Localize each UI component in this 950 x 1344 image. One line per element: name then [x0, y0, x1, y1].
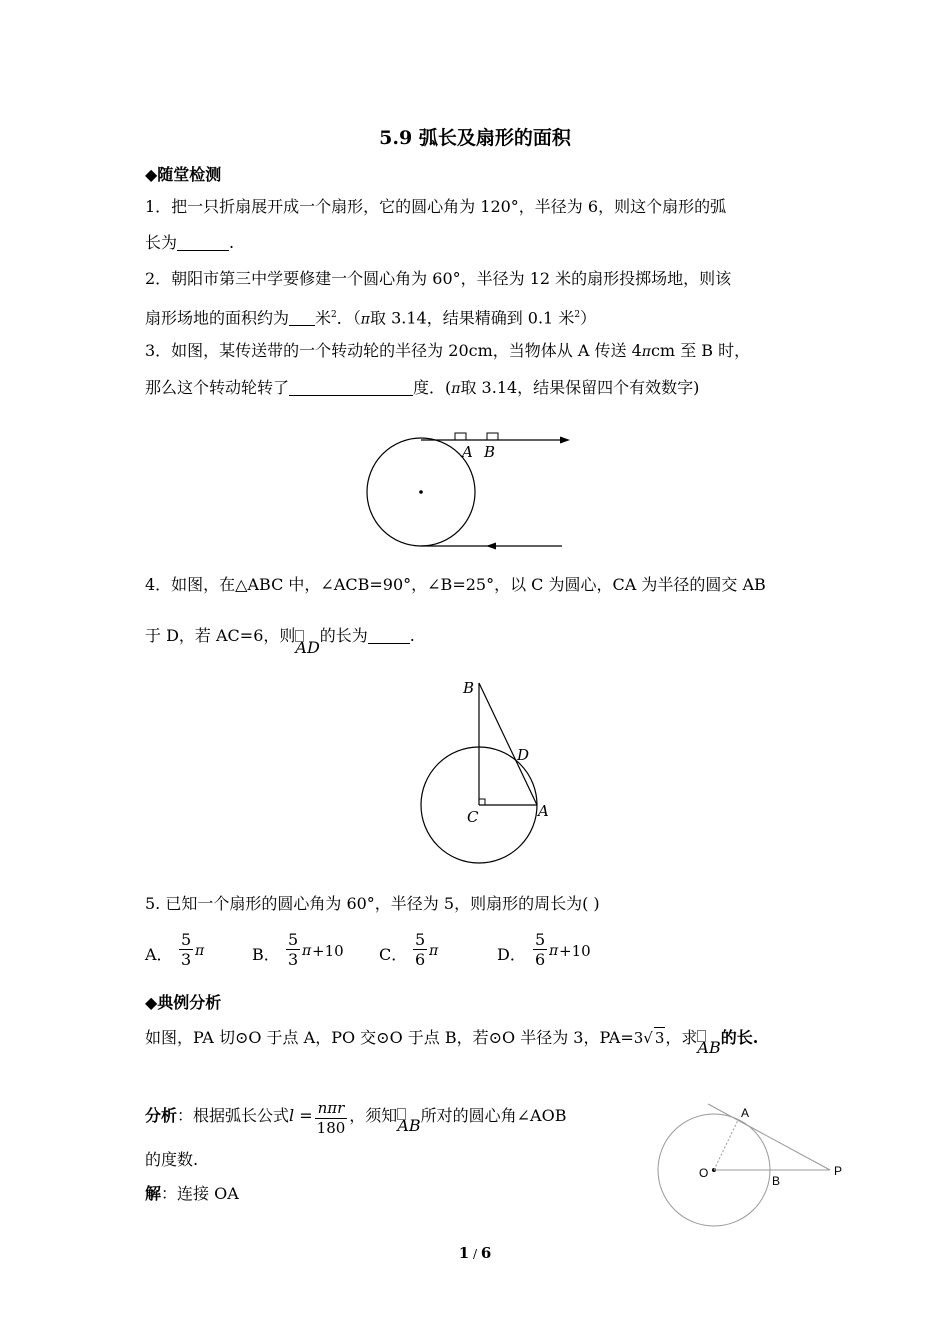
option-c-fraction: $\frac{5}{6}$ — [415, 930, 426, 969]
total-pages: 6 — [480, 1244, 492, 1262]
option-d-label: D． — [497, 945, 526, 964]
sqrt-coefficient: 3 — [633, 1029, 644, 1047]
label-o: O — [699, 1166, 709, 1180]
q4-text-b: 的长为 — [319, 626, 368, 645]
q4-period: . — [409, 626, 415, 645]
q3-text-c: 那么这个转动轮转了 — [145, 378, 290, 397]
arc-ad-label: AD — [295, 638, 320, 657]
page-title: 5.9 弧长及扇形的面积 — [379, 127, 571, 149]
page-number — [0, 1244, 950, 1262]
q2-text-a: 扇形场地的面积约为 — [145, 308, 290, 328]
current-page: 1 — [458, 1244, 470, 1262]
option-d-fraction: $\frac{5}{6}$ — [535, 930, 546, 969]
q2-line1: 2．朝阳市第三中学要修建一个圆心角为 60°，半径为 12 米的扇形投掷场地，则该 — [145, 269, 732, 288]
pi-symbol: π — [429, 943, 439, 959]
arc-ab-label: AB — [697, 1038, 721, 1057]
section-heading-examples: ◆典例分析 — [145, 993, 222, 1012]
q1-line1: 1．把一只折扇展开成一个扇形，它的圆心角为 120°，半径为 6，则这个扇形的弧 — [145, 197, 727, 216]
pi-symbol: π — [641, 344, 651, 360]
option-a-fraction: $\frac{5}{3}$ — [181, 930, 192, 969]
pi-symbol: π — [451, 381, 461, 397]
option-b-extra: +10 — [312, 942, 344, 960]
pi-symbol: π — [195, 943, 205, 959]
solution-text: ：连接 OA — [161, 1184, 239, 1203]
q5-line1: 5. 已知一个扇形的圆心角为 60°，半径为 5，则扇形的周长为( ) — [145, 894, 600, 913]
analysis-text-c: 所对的圆心角∠AOB — [420, 1106, 567, 1125]
section-heading-practice: ◆随堂检测 — [145, 165, 222, 184]
q4-line1: 4．如图，在△ABC 中，∠ACB=90°，∠B=25°，以 C 为圆心，CA 为半径的圆交 AB — [145, 575, 766, 594]
label-d: D — [517, 746, 530, 764]
label-b: B — [463, 679, 475, 697]
q2-text-e: ） — [580, 308, 597, 328]
example-text-a: 如图，PA 切⊙O 于点 A，PO 交⊙O 于点 B，若⊙O 半径为 3，PA= — [145, 1028, 634, 1047]
page-separator: / — [469, 1247, 481, 1261]
arc-length-fraction: $\frac{\text{nπr}}{180}$ — [316, 1099, 346, 1137]
q2-unit: 米 — [315, 308, 332, 328]
option-c-label: C． — [379, 945, 408, 964]
q2-sup2: 2 — [574, 310, 581, 320]
sqrt-radicand: 3 — [654, 1029, 665, 1047]
formula-l: l — [289, 1106, 295, 1125]
label-b: B — [484, 443, 496, 461]
example-text-c: 的长. — [720, 1028, 759, 1047]
formula-eq: = — [294, 1106, 313, 1125]
q1-period: . — [229, 233, 235, 252]
analysis-text-a: ：根据弧长公式 — [177, 1106, 290, 1125]
q3-text-a: 3．如图，某传送带的一个转动轮的半径为 20cm，当物体从 A 传送 4 — [145, 341, 642, 360]
label-a: A — [741, 1106, 750, 1120]
arc-ab-label: AB — [397, 1116, 421, 1135]
q3-text-d: 度．( — [413, 378, 452, 397]
analysis-text-b: ，须知 — [349, 1106, 398, 1125]
option-b-fraction: $\frac{5}{3}$ — [288, 930, 299, 969]
q2-text-d: 取 3.14，结果精确到 0.1 米 — [369, 308, 575, 328]
label-b: B — [772, 1174, 781, 1188]
label-p: P — [834, 1164, 843, 1178]
q1-text: 长为 — [145, 233, 178, 252]
option-b-label: B． — [252, 945, 280, 964]
label-a: A — [538, 802, 549, 820]
q3-text-e: 取 3.14，结果保留四个有效数字) — [460, 378, 700, 397]
analysis-label: 分析 — [145, 1106, 178, 1125]
radius-oa — [714, 1120, 738, 1170]
q2-sup: 2 — [331, 310, 337, 320]
pi-symbol: π — [360, 311, 370, 328]
q2-text-c: ．（ — [336, 308, 361, 328]
pi-symbol: π — [549, 943, 559, 959]
example-text-b: ，求 — [665, 1028, 698, 1047]
analysis-line2: 的度数. — [145, 1150, 199, 1169]
solution-label: 解 — [145, 1184, 162, 1203]
sqrt-sign: √ — [643, 1029, 653, 1047]
pi-symbol: π — [302, 943, 312, 959]
label-c: C — [467, 808, 479, 826]
option-a-label: A． — [145, 945, 173, 964]
q3-text-b: cm 至 B 时， — [650, 341, 751, 360]
q4-text-a: 于 D，若 AC=6，则 — [145, 626, 296, 645]
option-d-extra: +10 — [559, 942, 591, 960]
label-a: A — [462, 443, 473, 461]
